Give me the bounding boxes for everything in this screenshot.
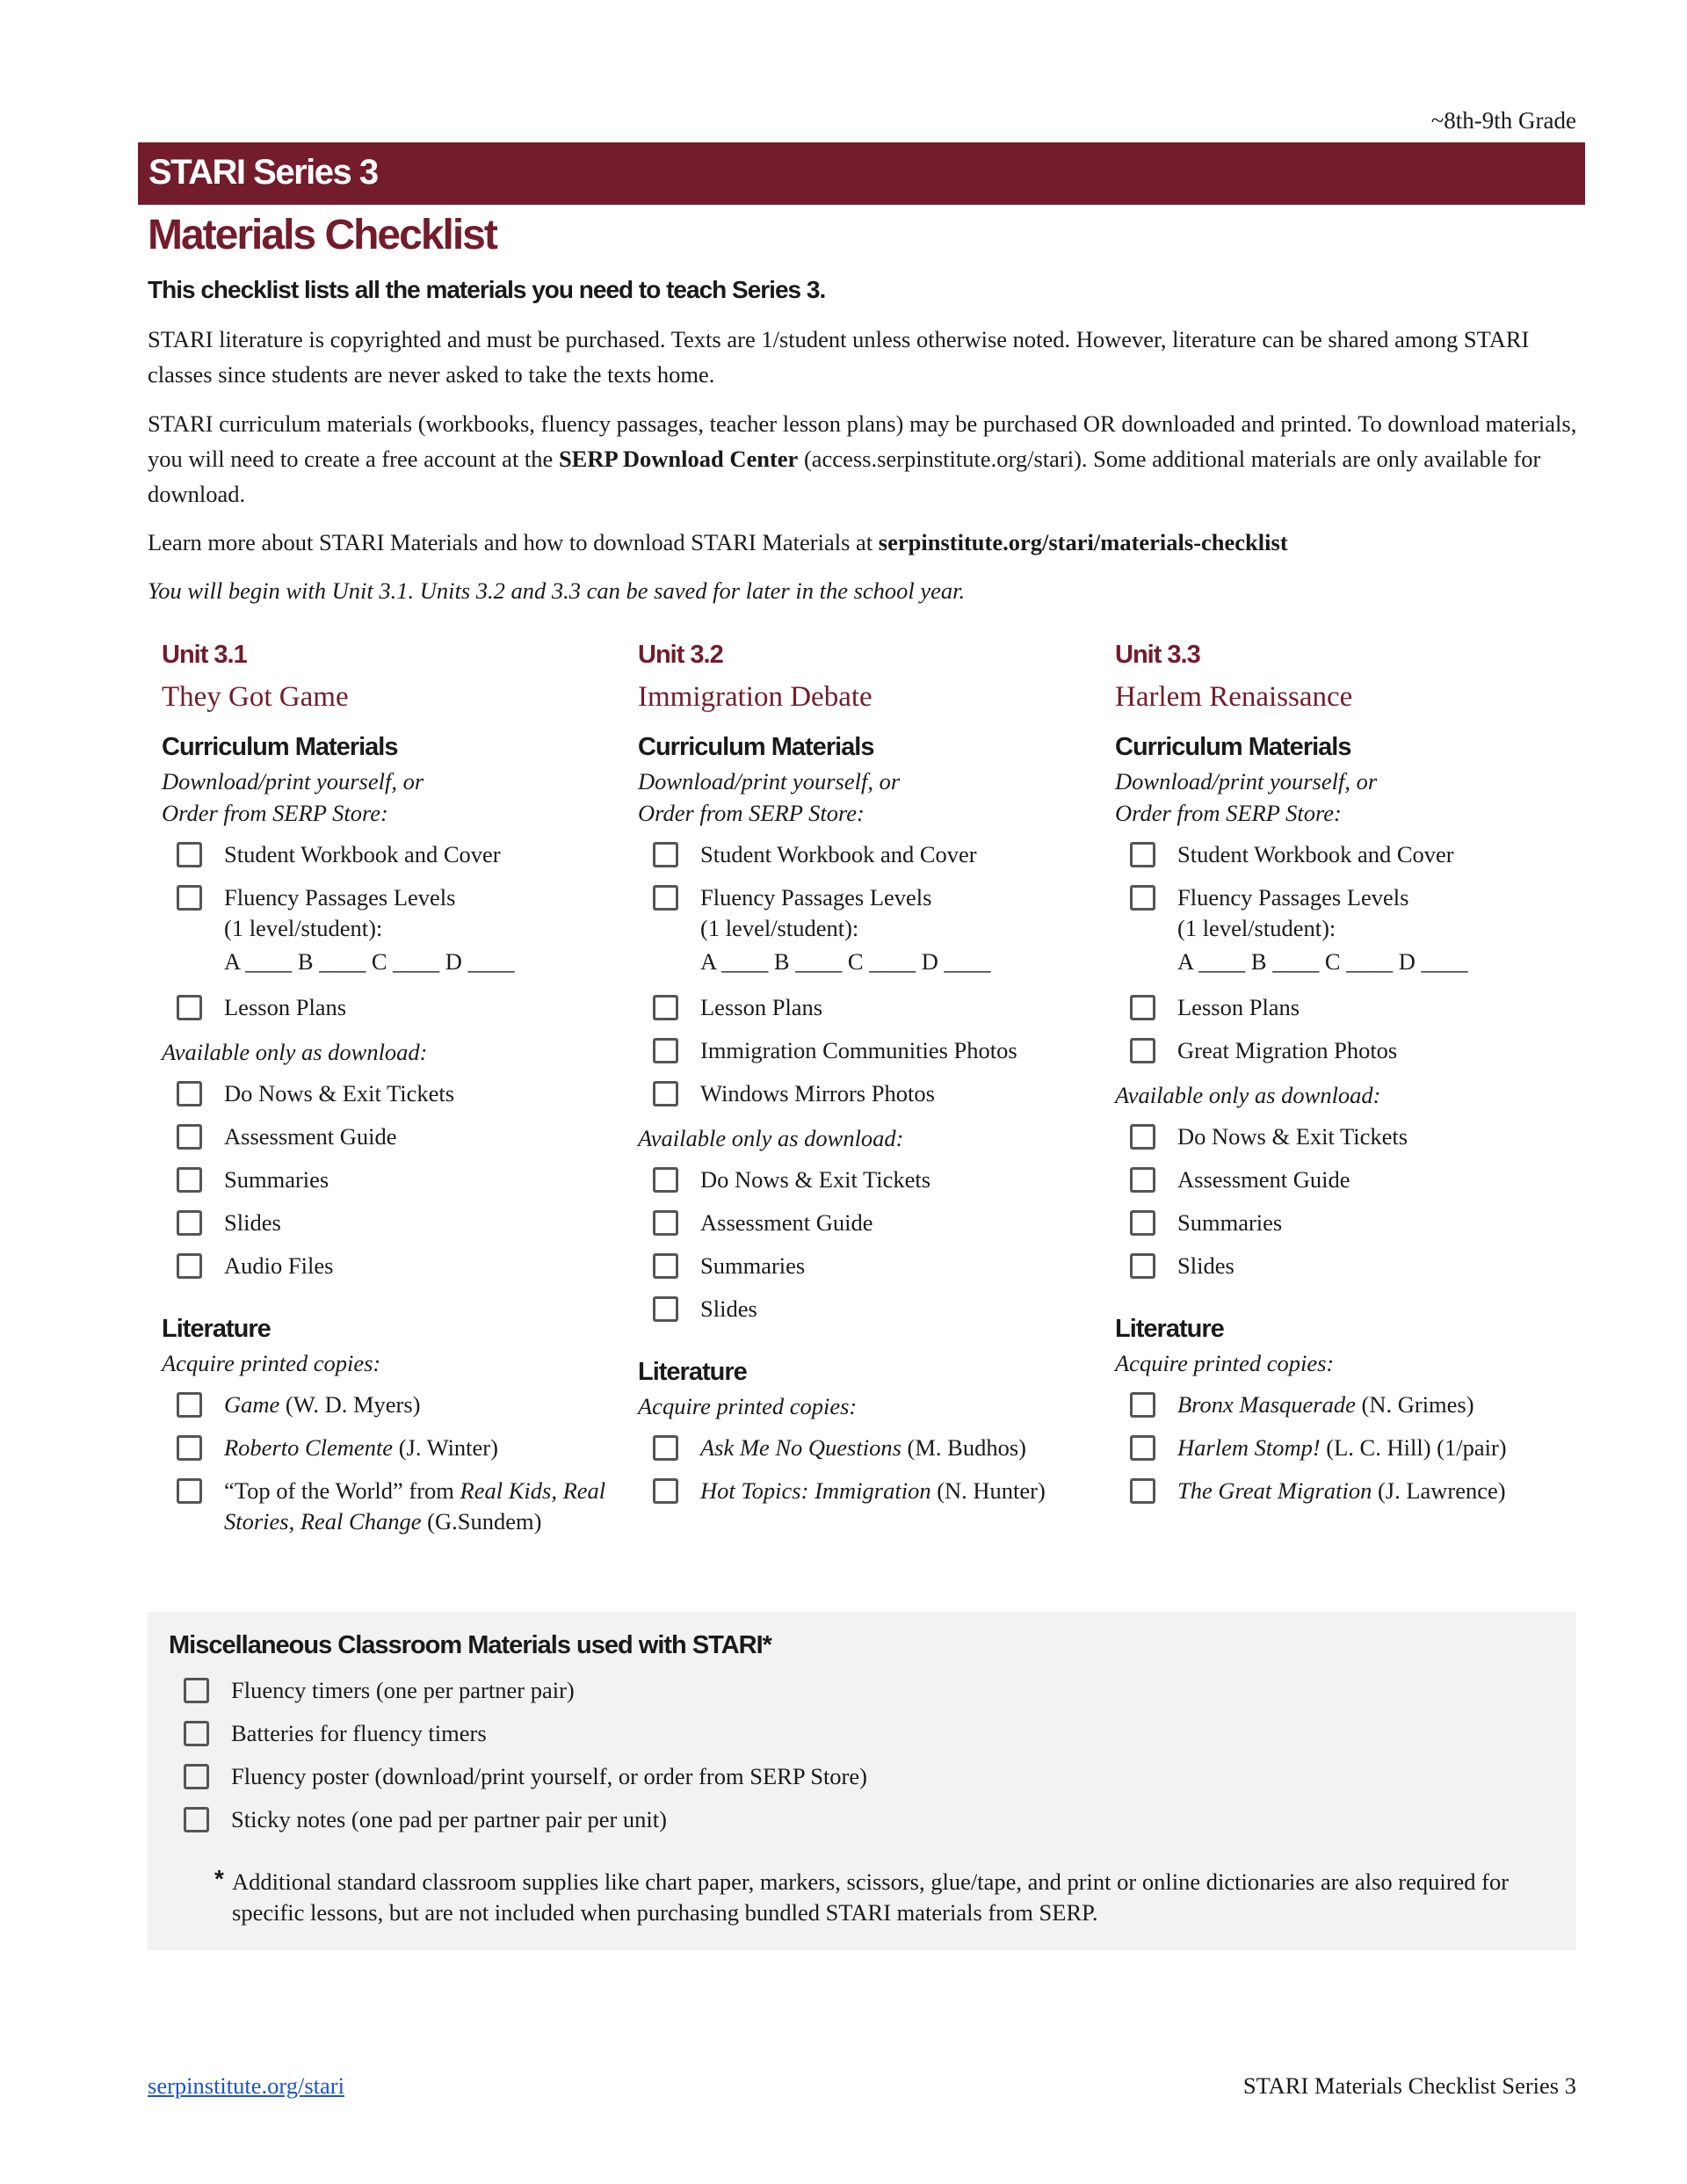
checkbox[interactable] [177, 1435, 202, 1461]
levels-note: (1 level/student): [1177, 915, 1336, 941]
item-label [700, 1294, 1087, 1324]
item-label [224, 1165, 611, 1195]
checkbox[interactable] [653, 1478, 678, 1504]
item-label [700, 1078, 1087, 1109]
item-label [1177, 882, 1564, 980]
footnote-text: Additional standard classroom supplies like chart paper, markers, scissors, glue/tape, and print or online dictionaries are also required for specific lessons, but are not included when purchasing bundled STARI materials from SERP. [232, 1868, 1510, 1926]
item-label [231, 1718, 1373, 1749]
checklist-item [162, 992, 636, 1023]
item-text: Student Workbook and Cover [1177, 841, 1454, 867]
intro-paragraph-4: You will begin with Unit 3.1. Units 3.2 and 3.3 can be saved for later in the school year. [148, 577, 966, 604]
download-heading: Available only as download: [162, 1039, 428, 1065]
checklist-url[interactable]: serpinstitute.org/stari/materials-checklist [878, 529, 1288, 555]
checklist-item [638, 1294, 1112, 1324]
item-text: Lesson Plans [700, 994, 823, 1020]
book-title: Ask Me No Questions [700, 1434, 901, 1461]
footer-title: STARI Materials Checklist Series 3 [1242, 2072, 1576, 2099]
item-text: Fluency poster (download/print yourself, or order from SERP Store) [231, 1763, 867, 1789]
checklist-item [1115, 1251, 1589, 1281]
misc-item [169, 1761, 1487, 1792]
item-label [224, 1433, 611, 1463]
item-text: Summaries [224, 1166, 329, 1193]
item-text: Do Nows & Exit Tickets [700, 1166, 931, 1193]
book-author: (G.Sundem) [421, 1508, 542, 1535]
item-label [1177, 1389, 1564, 1420]
unit-column-3-3 [1115, 637, 1589, 1519]
item-label [700, 1433, 1087, 1463]
item-label [700, 839, 1087, 870]
download-heading: Available only as download: [1115, 1082, 1381, 1108]
checkbox[interactable] [184, 1721, 209, 1746]
misc-materials-panel [148, 1612, 1576, 1950]
book-title: The Great Migration [1177, 1477, 1372, 1504]
item-text: Immigration Communities Photos [700, 1037, 1017, 1063]
para3-text: Learn more about STARI Materials and how to download STARI Materials at [148, 529, 879, 555]
item-label [1177, 839, 1564, 870]
item-text: Do Nows & Exit Tickets [1177, 1123, 1408, 1150]
checkbox[interactable] [177, 1081, 202, 1107]
checklist-item [162, 1165, 636, 1195]
item-text: Audio Files [224, 1252, 334, 1279]
literature-item [1115, 1433, 1589, 1463]
misc-heading-text: Miscellaneous Classroom Materials used with STARI [169, 1631, 763, 1659]
checklist-item [638, 839, 1112, 870]
item-label [224, 1078, 611, 1109]
misc-item [169, 1804, 1487, 1835]
book-title: Roberto Clemente [224, 1434, 394, 1461]
checklist-item [638, 1208, 1112, 1238]
item-text: Fluency Passages Levels [224, 884, 456, 911]
literature-item [1115, 1389, 1589, 1420]
book-author: (N. Grimes) [1355, 1391, 1474, 1418]
checkbox[interactable] [653, 995, 678, 1020]
literature-item [162, 1476, 636, 1537]
download-center-name: SERP Download Center [558, 446, 799, 472]
book-author: (W. D. Myers) [279, 1391, 421, 1418]
item-label [700, 1476, 1087, 1506]
checkbox[interactable] [1130, 1253, 1155, 1279]
checkbox[interactable] [653, 885, 678, 911]
literature-note: Acquire printed copies: [638, 1393, 858, 1419]
misc-footnote [214, 1865, 1550, 1928]
item-text: Student Workbook and Cover [224, 841, 501, 867]
item-label [224, 1121, 611, 1152]
checkbox[interactable] [177, 1210, 202, 1236]
unit-label: Unit 3.3 [1115, 641, 1200, 669]
item-label [231, 1804, 1373, 1835]
checkbox[interactable] [653, 842, 678, 867]
footer-link[interactable]: serpinstitute.org/stari [148, 2072, 344, 2099]
book-author: (J. Lawrence) [1372, 1477, 1506, 1504]
checklist-item [1115, 839, 1589, 870]
intro-paragraph-1: STARI literature is copyrighted and must be purchased. Texts are 1/student unless otherwise noted. However, literature can be shared among STARI classes since students are never asked to take the texts home. [148, 326, 1530, 388]
checklist-item [1115, 1165, 1589, 1195]
unit-column-3-2 [638, 637, 1112, 1519]
item-text: Fluency timers (one per partner pair) [231, 1677, 575, 1703]
checklist-item [1115, 992, 1589, 1023]
item-text: Fluency Passages Levels [1177, 884, 1409, 911]
checklist-item [638, 1035, 1112, 1066]
item-label [1177, 992, 1564, 1023]
item-text: Assessment Guide [1177, 1166, 1350, 1193]
checkbox[interactable] [1130, 1038, 1155, 1063]
item-text: Lesson Plans [1177, 994, 1300, 1020]
checklist-item [638, 1251, 1112, 1281]
item-text: Windows Mirrors Photos [700, 1080, 935, 1107]
item-label [1177, 1121, 1564, 1152]
checkbox[interactable] [653, 1081, 678, 1107]
series-banner [138, 142, 1585, 205]
level-blanks[interactable]: A ____ B ____ C ____ D ____ [700, 948, 991, 975]
checkbox[interactable] [1130, 842, 1155, 867]
checkbox[interactable] [177, 1253, 202, 1279]
item-label [1177, 1035, 1564, 1066]
curriculum-note: Order from SERP Store: [162, 800, 388, 826]
checkbox[interactable] [1130, 1167, 1155, 1193]
item-label [224, 839, 611, 870]
checkbox[interactable] [1130, 885, 1155, 911]
literature-note: Acquire printed copies: [1115, 1350, 1335, 1376]
checkbox[interactable] [184, 1807, 209, 1832]
item-label [1177, 1476, 1564, 1506]
curriculum-heading: Curriculum Materials [1115, 733, 1351, 761]
checkbox[interactable] [653, 1038, 678, 1063]
checkbox[interactable] [653, 1253, 678, 1279]
item-label [1177, 1433, 1564, 1463]
checkbox[interactable] [177, 1124, 202, 1150]
lead-text: This checklist lists all the materials you need to teach Series 3. [148, 276, 826, 303]
page-title: Materials Checklist [148, 212, 496, 258]
checkbox[interactable] [1130, 995, 1155, 1020]
literature-item [162, 1433, 636, 1463]
checklist-item [1115, 1208, 1589, 1238]
item-text: Slides [224, 1209, 281, 1236]
checklist-item [638, 1165, 1112, 1195]
item-label [1177, 1251, 1564, 1281]
checklist-item [638, 1078, 1112, 1109]
item-text: Do Nows & Exit Tickets [224, 1080, 455, 1107]
literature-heading: Literature [638, 1358, 747, 1386]
checkbox[interactable] [653, 1296, 678, 1322]
checkbox[interactable] [653, 1435, 678, 1461]
curriculum-heading: Curriculum Materials [638, 733, 874, 761]
book-title: Hot Topics: Immigration [700, 1477, 931, 1504]
checklist-item [1115, 1035, 1589, 1066]
item-text: Great Migration Photos [1177, 1037, 1398, 1063]
unit-title: Harlem Renaissance [1115, 681, 1353, 713]
curriculum-note: Order from SERP Store: [1115, 800, 1342, 826]
item-text: Slides [1177, 1252, 1234, 1279]
unit-title: Immigration Debate [638, 681, 872, 713]
checkbox[interactable] [177, 885, 202, 911]
book-title: Harlem Stomp! [1177, 1434, 1321, 1461]
book-title: Bronx Masquerade [1177, 1391, 1356, 1418]
item-label [224, 992, 611, 1023]
book-title: Real Kids, Real Stories, Real Change [224, 1477, 606, 1535]
item-label [231, 1761, 1373, 1792]
book-author: “Top of the World” from [224, 1477, 460, 1504]
item-text: Slides [700, 1295, 757, 1322]
curriculum-heading: Curriculum Materials [162, 733, 398, 761]
checkbox[interactable] [177, 1478, 202, 1504]
literature-item [162, 1389, 636, 1420]
item-label [700, 1251, 1087, 1281]
misc-heading [169, 1631, 771, 1660]
checklist-item [162, 839, 636, 870]
book-title: Game [224, 1391, 280, 1418]
book-author: (M. Budhos) [901, 1434, 1026, 1461]
series-title: STARI Series 3 [148, 153, 378, 192]
level-blanks[interactable]: A ____ B ____ C ____ D ____ [1177, 948, 1468, 975]
item-text: Assessment Guide [224, 1123, 397, 1150]
item-text: Fluency Passages Levels [700, 884, 932, 911]
para2-text-end: (access.serpinstitute.org/stari). Some additional materials are only available for download. [148, 446, 1541, 507]
literature-note: Acquire printed copies: [162, 1350, 381, 1376]
checklist-item [162, 882, 636, 980]
intro-paragraph-2 [148, 406, 1580, 512]
item-text: Lesson Plans [224, 994, 347, 1020]
checklist-item [1115, 882, 1589, 980]
checkbox[interactable] [1130, 1478, 1155, 1504]
checklist-item [1115, 1121, 1589, 1152]
item-label [224, 882, 611, 980]
item-text: Assessment Guide [700, 1209, 873, 1236]
checklist-item [638, 882, 1112, 980]
checkbox[interactable] [184, 1678, 209, 1703]
literature-item [638, 1476, 1112, 1506]
curriculum-note: Download/print yourself, or [1115, 768, 1378, 795]
checkbox[interactable] [1130, 1210, 1155, 1236]
para2-text: STARI curriculum materials (workbooks, fluency passages, teacher lesson plans) may be purchased OR downloaded and printed. To download materials, you will need to create a free account at the [148, 410, 1577, 472]
checkbox[interactable] [653, 1167, 678, 1193]
checkbox[interactable] [184, 1764, 209, 1789]
item-label [700, 992, 1087, 1023]
curriculum-note: Download/print yourself, or [162, 768, 424, 795]
misc-list [169, 1675, 1487, 1847]
checkbox[interactable] [177, 995, 202, 1020]
grade-level: ~8th-9th Grade [1430, 107, 1576, 134]
checkbox[interactable] [177, 1392, 202, 1418]
item-label [231, 1675, 1373, 1706]
unit-label: Unit 3.1 [162, 641, 247, 669]
misc-item [169, 1675, 1487, 1706]
item-text: Student Workbook and Cover [700, 841, 977, 867]
levels-note: (1 level/student): [700, 915, 859, 941]
unit-label: Unit 3.2 [638, 641, 723, 669]
book-author: (J. Winter) [393, 1434, 498, 1461]
checkbox[interactable] [177, 1167, 202, 1193]
item-text: Batteries for fluency timers [231, 1720, 487, 1746]
item-label [700, 1165, 1087, 1195]
checklist-item [162, 1251, 636, 1281]
misc-item [169, 1718, 1487, 1749]
curriculum-note: Order from SERP Store: [638, 800, 865, 826]
checkbox[interactable] [653, 1210, 678, 1236]
item-label [700, 882, 1087, 980]
levels-note: (1 level/student): [224, 915, 383, 941]
asterisk: * [762, 1631, 771, 1659]
item-text: Summaries [700, 1252, 806, 1279]
checkbox[interactable] [1130, 1392, 1155, 1418]
curriculum-note: Download/print yourself, or [638, 768, 901, 795]
item-text: Sticky notes (one pad per partner pair per unit) [231, 1806, 667, 1832]
literature-heading: Literature [1115, 1315, 1224, 1343]
checkbox[interactable] [177, 842, 202, 867]
item-label [700, 1208, 1087, 1238]
item-text: Summaries [1177, 1209, 1283, 1236]
item-label [224, 1476, 611, 1537]
footnote-asterisk: * [214, 1865, 224, 1892]
unit-column-3-1 [162, 637, 636, 1549]
unit-title: They Got Game [162, 681, 349, 713]
item-label [224, 1208, 611, 1238]
item-label [1177, 1208, 1564, 1238]
literature-item [638, 1433, 1112, 1463]
item-label [700, 1035, 1087, 1066]
book-author: (N. Hunter) [930, 1477, 1046, 1504]
item-label [224, 1389, 611, 1420]
checklist-item [162, 1208, 636, 1238]
book-author: (L. C. Hill) (1/pair) [1320, 1434, 1507, 1461]
checkbox[interactable] [1130, 1435, 1155, 1461]
literature-heading: Literature [162, 1315, 271, 1343]
checkbox[interactable] [1130, 1124, 1155, 1150]
checklist-item [162, 1121, 636, 1152]
intro-paragraph-3 [148, 525, 1580, 560]
checklist-item [638, 992, 1112, 1023]
download-heading: Available only as download: [638, 1125, 904, 1151]
checklist-item [162, 1078, 636, 1109]
literature-item [1115, 1476, 1589, 1506]
level-blanks[interactable]: A ____ B ____ C ____ D ____ [224, 948, 515, 975]
item-label [1177, 1165, 1564, 1195]
item-label [224, 1251, 611, 1281]
